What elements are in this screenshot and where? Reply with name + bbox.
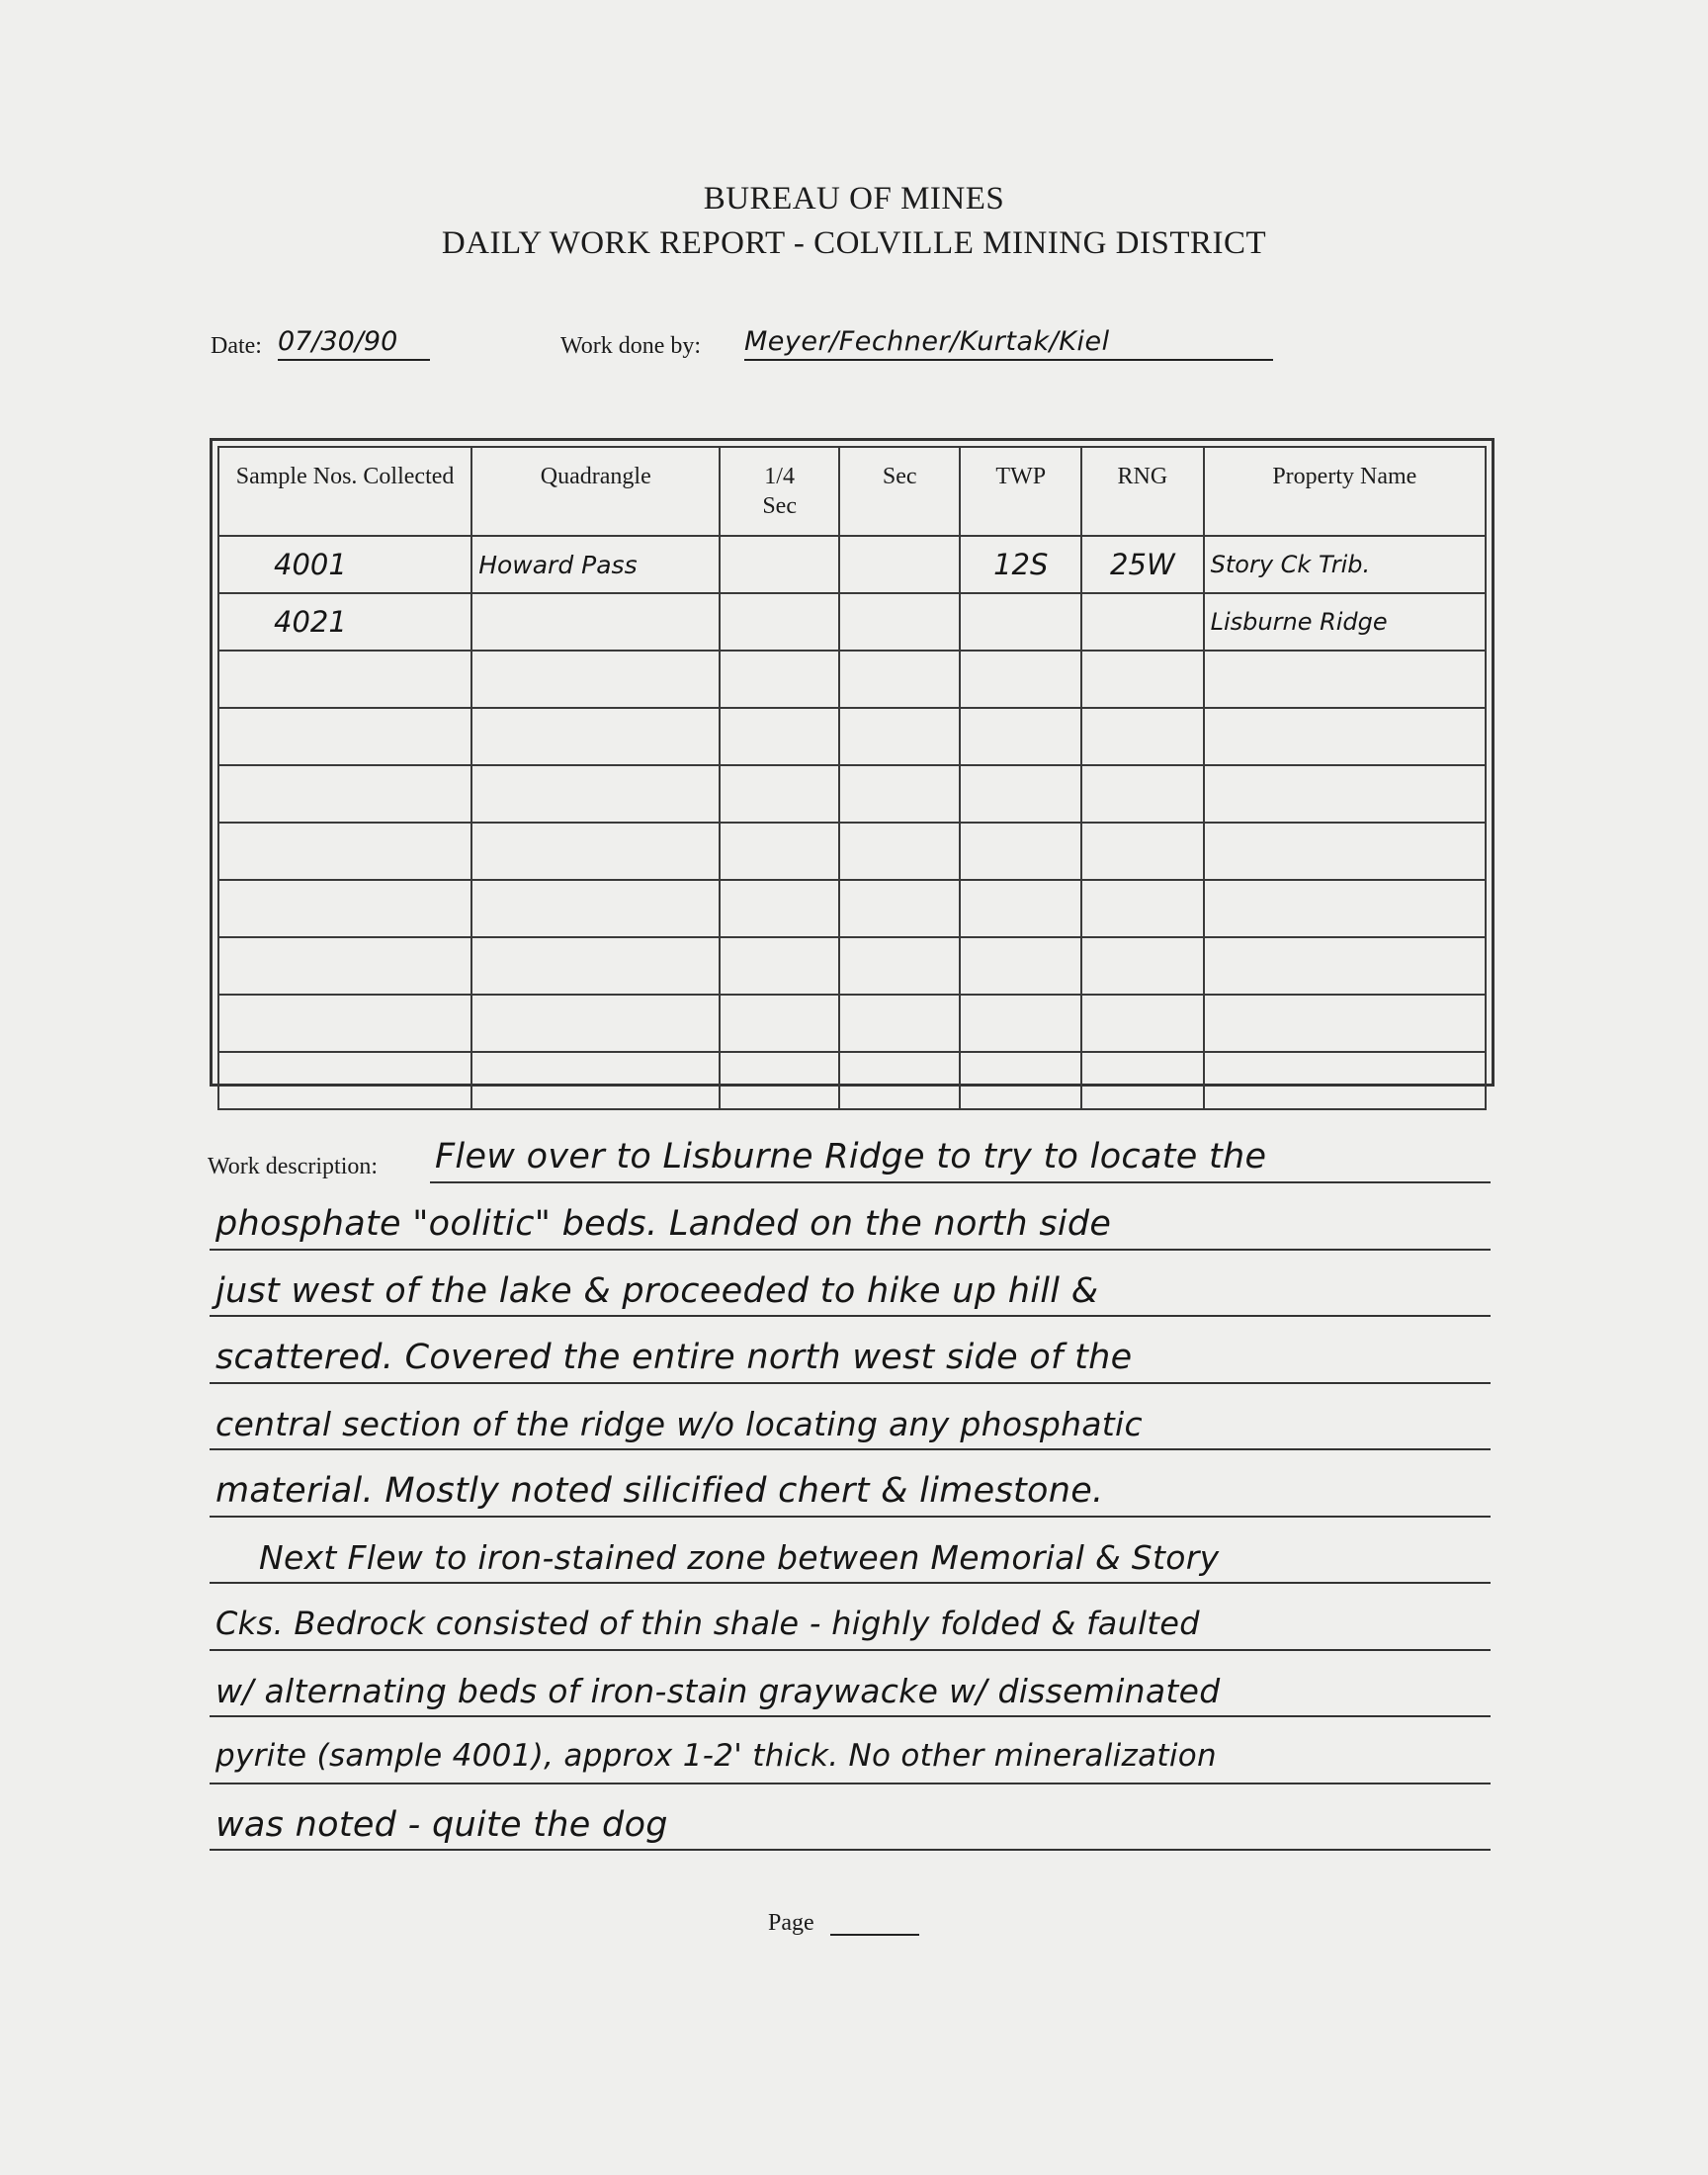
ruled-line <box>210 1649 1491 1651</box>
description-line: just west of the lake & proceeded to hike up hill & <box>215 1271 1099 1311</box>
ruled-line <box>430 1181 1491 1183</box>
cell-rng: 25W <box>1081 536 1204 593</box>
ruled-line <box>210 1516 1491 1518</box>
cell-property-name: Story Ck Trib. <box>1204 536 1486 593</box>
cell-sample: 4021 <box>218 593 471 651</box>
cell-quadrangle <box>471 593 720 651</box>
table-row <box>218 995 1486 1052</box>
cell-sample: 4001 <box>218 536 471 593</box>
cell-quarter-sec <box>720 536 839 593</box>
description-line: material. Mostly noted silicified chert & limestone. <box>215 1471 1104 1511</box>
cell-sec <box>839 536 961 593</box>
description-line: pyrite (sample 4001), approx 1-2' thick. No other mineralization <box>215 1738 1218 1774</box>
cell-rng <box>1081 593 1204 651</box>
table-header-row <box>218 447 1486 536</box>
date-value: 07/30/90 <box>278 326 430 361</box>
table-row <box>218 880 1486 937</box>
table-row <box>218 1052 1486 1109</box>
header-quadrangle: Quadrangle <box>471 447 720 536</box>
cell-property-name: Lisburne Ridge <box>1204 593 1486 651</box>
table-row <box>218 708 1486 765</box>
ruled-line <box>210 1249 1491 1251</box>
table-row <box>218 536 1486 593</box>
work-description-label: Work description: <box>208 1154 379 1179</box>
page-number-blank <box>830 1934 919 1936</box>
report-title: DAILY WORK REPORT - COLVILLE MINING DISTRICT <box>441 225 1267 261</box>
cell-twp <box>960 593 1081 651</box>
ruled-line <box>210 1783 1491 1784</box>
description-line: Cks. Bedrock consisted of thin shale - highly folded & faulted <box>215 1605 1200 1642</box>
table-row <box>218 651 1486 708</box>
cell-quadrangle: Howard Pass <box>471 536 720 593</box>
ruled-line <box>210 1448 1491 1450</box>
ruled-line <box>210 1315 1491 1317</box>
table-row <box>218 765 1486 823</box>
header-twp: TWP <box>960 447 1081 536</box>
table-row <box>218 937 1486 995</box>
samples-table <box>210 438 1494 1087</box>
description-line: was noted - quite the dog <box>215 1805 668 1845</box>
cell-sec <box>839 593 961 651</box>
header-quarter-sec: 1/4 Sec <box>720 447 839 536</box>
ruled-line <box>210 1715 1491 1717</box>
work-done-by-label: Work done by: <box>560 333 702 359</box>
ruled-line <box>210 1382 1491 1384</box>
description-line: central section of the ridge w/o locating any phosphatic <box>215 1405 1143 1443</box>
header-rng: RNG <box>1081 447 1204 536</box>
header-sample-nos: Sample Nos. Collected <box>218 447 471 536</box>
date-label: Date: <box>211 333 262 359</box>
page-number-label: Page <box>768 1910 814 1936</box>
cell-twp: 12S <box>960 536 1081 593</box>
ruled-line <box>210 1849 1491 1851</box>
cell-quarter-sec <box>720 593 839 651</box>
description-line: Next Flew to iron-stained zone between Memorial & Story <box>259 1538 1220 1577</box>
description-line: Flew over to Lisburne Ridge to try to locate the <box>435 1137 1267 1176</box>
ruled-line <box>210 1582 1491 1584</box>
header-sec: Sec <box>839 447 961 536</box>
header-property-name: Property Name <box>1204 447 1486 536</box>
report-agency-title: BUREAU OF MINES <box>703 181 1005 217</box>
table-row <box>218 823 1486 880</box>
description-line: scattered. Covered the entire north west side of the <box>215 1338 1133 1377</box>
description-line: phosphate "oolitic" beds. Landed on the north side <box>215 1204 1112 1244</box>
description-line: w/ alternating beds of iron-stain graywacke w/ disseminated <box>215 1672 1221 1710</box>
work-done-by-value: Meyer/Fechner/Kurtak/Kiel <box>744 326 1273 361</box>
table-row <box>218 593 1486 651</box>
